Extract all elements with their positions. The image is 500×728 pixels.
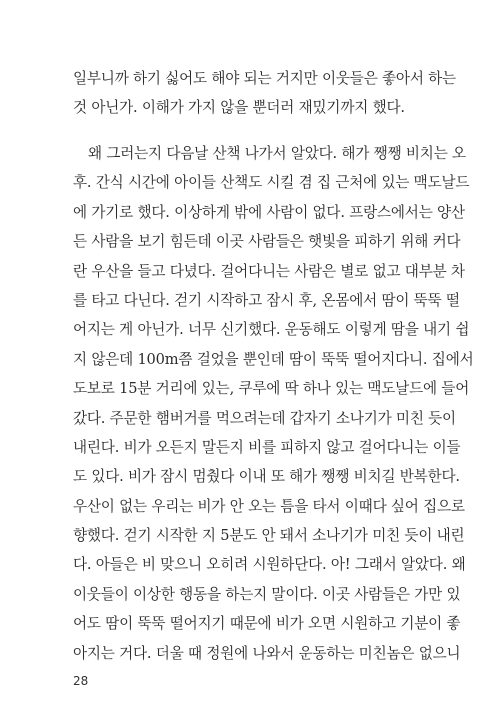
paragraph-1 [73, 64, 456, 123]
text-line: 란 우산을 들고 다녔다. 걸어다니는 사람은 별로 없고 대부분 차 [73, 262, 465, 280]
text-line: 도보로 15분 거리에 있는, 쿠루에 딱 하나 있는 맥도날드에 들어 [73, 380, 470, 398]
text-line: 왜 그러는지 다음날 산책 나가서 알았다. 해가 쨍쨍 비치는 오 [88, 145, 466, 162]
text-line: 후. 간식 시간에 아이들 산책도 시킬 겸 집 근처에 있는 맥도날드 [73, 174, 470, 192]
text-line: 갔다. 주문한 햄버거를 먹으려는데 갑자기 소나기가 미친 듯이 [73, 409, 456, 427]
text-line: 이웃들이 이상한 행동을 하는지 말이다. 이곳 사람들은 가만 있 [73, 585, 461, 603]
text-line: 에 가기로 했다. 이상하게 밖에 사람이 없다. 프랑스에서는 양산 [73, 203, 465, 221]
text-line: 것 아닌가. 이해가 가지 않을 뿐더러 재밌기까지 했다. [73, 99, 405, 117]
text-line: 일부니까 하기 싫어도 해야 되는 거지만 이웃들은 좋아서 하는 [73, 70, 456, 87]
text-line: 를 타고 다닌다. 걷기 시작하고 잠시 후, 온몸에서 땀이 뚝뚝 떨 [73, 291, 460, 309]
text-line: 지 않은데 100m쯤 걸었을 뿐인데 땀이 뚝뚝 떨어지다니. 집에서 [73, 350, 474, 368]
text-line: 우산이 없는 우리는 비가 안 오는 틈을 타서 이때다 싶어 집으로 [73, 497, 465, 515]
text-line: 내린다. 비가 오든지 말든지 비를 피하지 않고 걸어다니는 이들 [73, 438, 461, 456]
text-line: 아지는 거다. 더울 때 정원에 나와서 운동하는 미친놈은 없으니 [73, 644, 461, 662]
text-line: 다. 아들은 비 맞으니 오히려 시원하단다. 아! 그래서 알았다. 왜 [73, 556, 466, 574]
text-line: 든 사람을 보기 힘든데 이곳 사람들은 햇빛을 피하기 위해 커다 [73, 233, 461, 251]
text-line: 어지는 게 아닌가. 너무 신기했다. 운동해도 이렇게 땀을 내기 쉽 [73, 321, 470, 339]
text-line: 향했다. 걷기 시작한 지 5분도 안 돼서 소나기가 미친 듯이 내린 [73, 527, 465, 545]
paragraph-2 [73, 139, 474, 668]
text-line: 도 있다. 비가 잠시 멈췄다 이내 또 해가 쨍쨍 비치길 반복한다. [73, 468, 460, 486]
page-number: 28 [73, 674, 89, 688]
text-line: 어도 땀이 뚝뚝 떨어지기 때문에 비가 오면 시원하고 기분이 좋 [73, 615, 461, 633]
